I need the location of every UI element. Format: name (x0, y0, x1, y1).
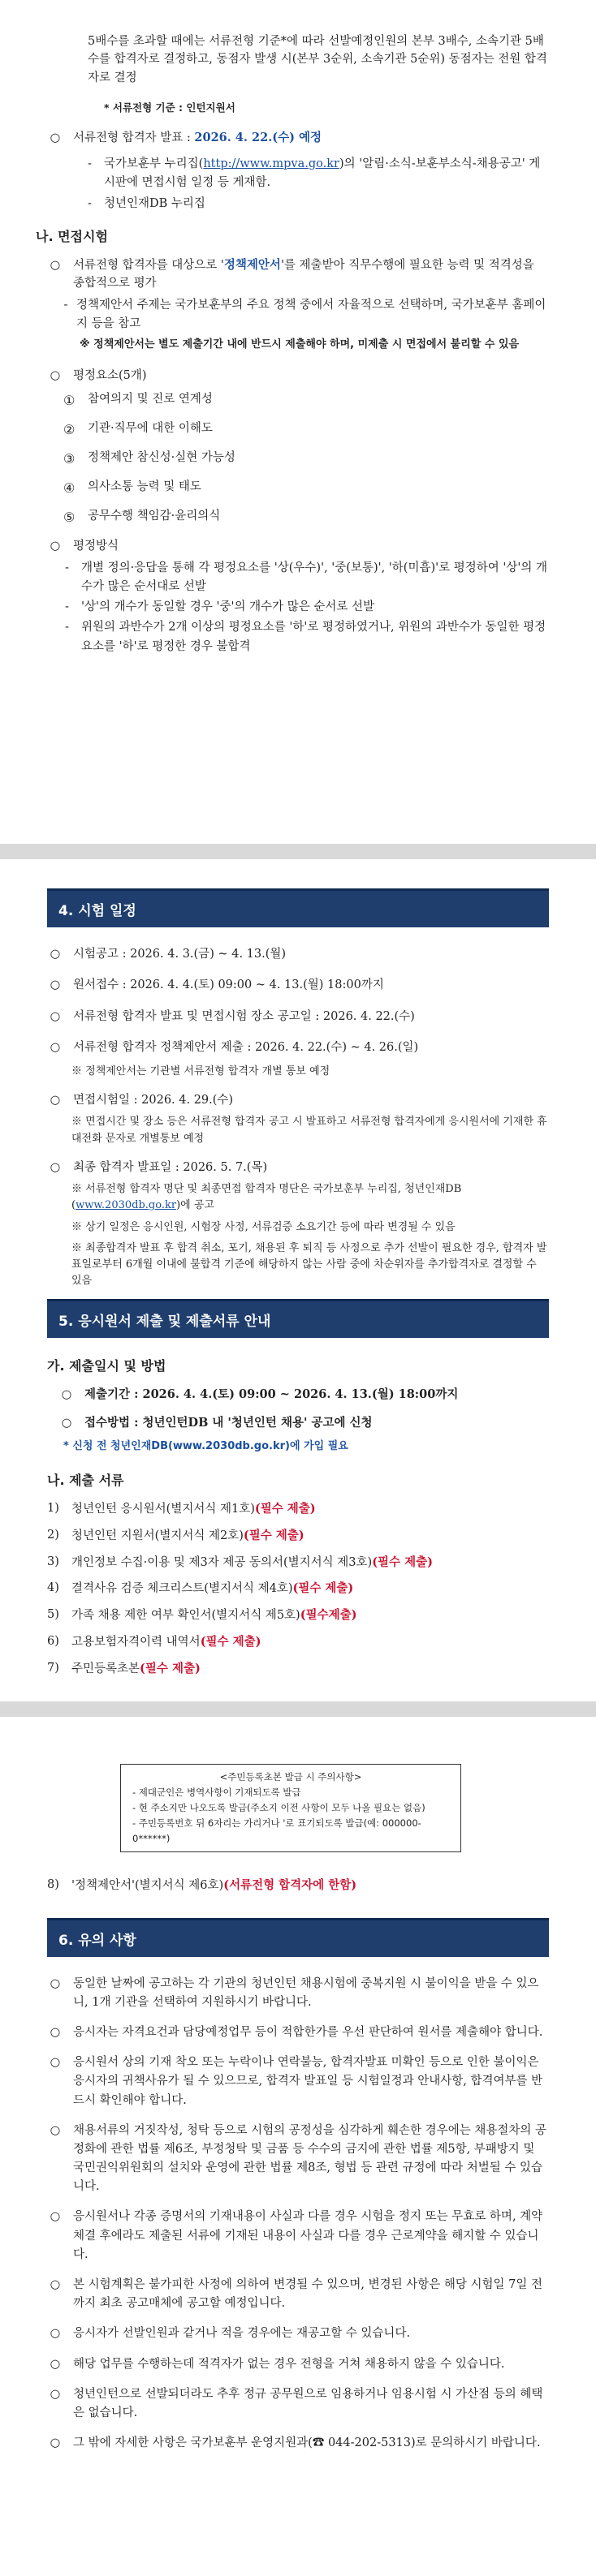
method-detail-1: - 개별 정의·응답을 통해 각 평정요소를 '상(우수)', '중(보통)', '하(미흡)'로 평정하여 '상'의 개수가 많은 순서대로 선발 (65, 561, 547, 594)
db-link[interactable]: www.2030db.go.kr (76, 1199, 177, 1212)
caution-text: 채용서류의 거짓작성, 청탁 등으로 시험의 공정성을 심각하게 훼손한 경우에는 채용절차의 공정화에 관한 법률 제6조, 부정청탁 및 금품 등 수수의 금지에 관한 법률 제5항, 부패방지 및 국민권익위원회의 설치와 운영에 관한 법률 제8조, 형법 등 관련 규정에 따라 처벌될 수 있습니다. (73, 2123, 546, 2194)
schedule-label: 원서접수 : 2026. 4. 4.(토) 09:00 ~ 4. 13.(월) 18:00까지 (73, 978, 384, 992)
caution-item (47, 2023, 549, 2042)
final-note-3: ※ 최종합격자 발표 후 합격 취소, 포기, 채용된 후 퇴직 등 사정으로 추가 선발이 필요한 경우, 합격자 발표일로부터 6개월 이내에 불합격 기준에 해당하지 않는 사람 중에 차순위자를 추가합격자로 결정할 수 있음 (71, 1241, 547, 1287)
page-separator (0, 844, 596, 859)
caution-text: 응시자는 자격요건과 담당예정업무 등이 적합한가를 우선 판단하여 원서를 제출해야 합니다. (73, 2025, 543, 2039)
interview-detail: - 정책제안서 주제는 국가보훈부의 주요 정책 중에서 자율적으로 선택하며, 국가보훈부 홈페이지 등을 참고 (63, 298, 546, 330)
bullet-circle-icon: ○ (50, 131, 61, 144)
element-label: 의사소통 능력 및 태도 (88, 480, 201, 494)
caution-text: 응시자가 선발인원과 같거나 적을 경우에는 재공고할 수 있습니다. (73, 2327, 411, 2341)
caution-item (47, 2053, 549, 2110)
caution-item (47, 2122, 549, 2197)
schedule-item (47, 1039, 549, 1056)
document-number: 3) (47, 1555, 59, 1568)
section-4-heading: 4. 시험 일정 (47, 888, 549, 927)
document-label: 청년인턴 지원서(별지서식 제2호) (71, 1529, 244, 1542)
document-page-2 (0, 859, 596, 1701)
document-label: 고용보험자격이력 내역서 (71, 1635, 201, 1649)
schedule-item (47, 976, 549, 994)
caution-text: 그 밖에 자세한 사항은 국가보훈부 운영지원과(☎ 044-202-5313)로 문의하시기 바랍니다. (73, 2436, 541, 2450)
document-label: 청년인턴 응시원서(별지서식 제1호) (71, 1503, 255, 1516)
bullet-circle-icon: ○ (50, 1009, 61, 1023)
required-badge: (필수 제출) (243, 1528, 304, 1542)
caution-text: 응시원서나 각종 증명서의 기재내용이 사실과 다를 경우 시험을 정지 또는 무효로 하며, 계약체결 후에라도 제출된 서류에 기재된 내용이 사실과 다를 경우 근로계약을 해지할 수 있습니다. (73, 2210, 543, 2261)
schedule-list (47, 945, 549, 1057)
document-page-3 (0, 1717, 596, 2576)
bullet-circle-icon: ○ (50, 2327, 61, 2341)
interview-warning: ※ 정책제안서는 별도 제출기간 내에 반드시 제출해야 하며, 미제출 시 면접에서 불리할 수 있음 (80, 338, 520, 351)
bullet-circle-icon: ○ (50, 2123, 61, 2137)
document-label: 결격사유 검증 체크리스트(별지서식 제4호) (71, 1582, 293, 1596)
announce-detail-1: - 국가보훈부 누리집(http://www.mpva.go.kr)의 '알림·소식-보훈부소식-채용공고' 게시판에 면접시험 일정 등 게재함. (88, 157, 541, 190)
bullet-circle-icon: ○ (50, 258, 61, 272)
circled-number: ① (63, 393, 76, 409)
schedule-item (47, 945, 549, 963)
interview-heading: 나. 면접시험 (36, 228, 108, 244)
elements-item: ○ 평정요소(5개) (47, 367, 549, 385)
final-note-2: ※ 상기 일정은 응시인원, 시험장 사정, 서류검증 소요기간 등에 따라 변경될 수 있음 (71, 1220, 456, 1233)
bullet-circle-icon: ○ (61, 1388, 72, 1402)
signup-note: * 신청 전 청년인재DB(www.2030db.go.kr)에 가입 필요 (63, 1440, 348, 1453)
caution-list (47, 1975, 549, 2453)
announce-detail-2: - 청년인재DB 누리집 (88, 196, 205, 210)
submission-period-item: ○ 제출기간 : 2026. 4. 4.(토) 09:00 ~ 2026. 4. 13.(월) 18:00까지 (47, 1386, 549, 1404)
schedule-label: 서류전형 합격자 발표 및 면접시험 장소 공고일 : 2026. 4. 22.(수) (73, 1009, 415, 1023)
document-number: 5) (47, 1608, 59, 1622)
document-item (47, 1633, 549, 1652)
document-label: 주민등록초본 (71, 1662, 140, 1675)
section-5-heading: 5. 응시원서 제출 및 제출서류 안내 (47, 1299, 549, 1338)
bullet-circle-icon: ○ (50, 2210, 61, 2224)
announce-date: 2026. 4. 22.(수) 예정 (194, 130, 322, 144)
bullet-circle-icon: ○ (50, 2025, 61, 2039)
caution-item (47, 2208, 549, 2264)
caution-text: 본 시험계획은 불가피한 사정에 의하여 변경될 수 있으며, 변경된 사항은 해당 시험일 7일 전까지 최초 공고매체에 공고할 예정입니다. (73, 2278, 543, 2311)
document-item (47, 1606, 549, 1625)
caution-item (47, 2324, 549, 2343)
bullet-circle-icon: ○ (50, 1094, 61, 1107)
element-item (63, 420, 549, 440)
caution-item (47, 2434, 549, 2453)
required-badge: (필수 제출) (200, 1634, 261, 1649)
caution-text: 동일한 날짜에 공고하는 각 기관의 청년인턴 채용시험에 중복지원 시 불이익을 받을 수 있으니, 1개 기관을 선택하여 지원하시기 바랍니다. (73, 1976, 539, 2009)
document-item-8: 8) '정책제안서'(별지서식 제6호)(서류전형 합격자에 한함) (47, 1877, 357, 1892)
bullet-circle-icon: ○ (50, 2278, 61, 2292)
criteria-note: * 서류전형 기준 : 인턴지원서 (104, 101, 235, 114)
bullet-circle-icon: ○ (50, 978, 61, 992)
bullet-circle-icon: ○ (50, 2436, 61, 2450)
document-item (47, 1554, 549, 1572)
required-badge: (필수 제출) (372, 1555, 433, 1569)
bullet-circle-icon: ○ (50, 948, 61, 961)
document-item (47, 1527, 549, 1546)
interview-item: ○ 서류전형 합격자를 대상으로 '정책제안서'를 제출받아 직무수행에 필요한 능력 및 적격성을 종합적으로 평가 - 정책제안서 주제는 국가보훈부의 주요 정책 중에서 자율적으로 선택하며, 국가보훈부 홈페이지 등을 참고 ※ 정책제안서는 별도 제출기간 내에 반드시 제출해야 하며, 미제출 시 면접에서 불리할 수 있음 (47, 256, 549, 354)
footnote-mark: * (280, 35, 287, 48)
caution-item (47, 2276, 549, 2313)
element-label: 참여의지 및 진로 연계성 (88, 393, 213, 406)
circled-number: ③ (63, 451, 76, 467)
policy-proposal-em: 정책제안서 (223, 257, 281, 272)
documents-list (47, 1500, 549, 1678)
elements-list (47, 391, 549, 527)
document-item (47, 1580, 549, 1598)
caution-text: 해당 업무를 수행하는데 적격자가 없는 경우 전형을 거쳐 채용하지 않을 수 있습니다. (73, 2357, 505, 2371)
bullet-circle-icon: ○ (50, 2056, 61, 2070)
schedule-item-final: ○ 최종 합격자 발표일 : 2026. 5. 7.(목) (47, 1159, 549, 1176)
document-number: 7) (47, 1661, 59, 1675)
required-badge: (필수 제출) (254, 1502, 316, 1516)
submission-method-item: ○ 접수방법 : 청년인턴DB 내 '청년인턴 채용' 공고에 신청 (47, 1414, 549, 1432)
documents-heading: 나. 제출 서류 (47, 1473, 124, 1489)
method-detail-2: - '상'의 개수가 동일할 경우 '중'의 개수가 많은 순서로 선발 (65, 600, 374, 614)
notice-line: - 주민등록번호 뒤 6자리는 가리거나 '로 표기되도록 발급(예: 000000-0******) (132, 1817, 421, 1844)
bullet-circle-icon: ○ (50, 1041, 61, 1055)
continued-paragraph: 5배수를 초과할 때에는 서류전형 기준*에 따라 선발예정인원의 본부 3배수, 소속기관 5배수를 합격자로 결정하고, 동점자 발생 시(본부 3순위, 소속기관 5순위) 동점자는 전원 합격자로 결정 (88, 35, 547, 84)
document-number: 6) (47, 1634, 59, 1648)
caution-item (47, 1975, 549, 2012)
page-separator (0, 1701, 596, 1717)
document-number: 1) (47, 1502, 59, 1516)
circled-number: ② (63, 422, 76, 438)
final-note-1: ※ 서류전형 합격자 명단 및 최종면접 합격자 명단은 국가보훈부 누리집, 청년인재DB (www.2030db.go.kr)에 공고 (71, 1183, 462, 1212)
document-number: 2) (47, 1528, 59, 1542)
caution-item (47, 2385, 549, 2423)
resident-record-notice: <주민등록초본 발급 시 주의사항> - 제대군인은 병역사항이 기재되도록 발급 - 현 주소지만 나오도록 발급(주소지 이전 사항이 모두 나올 필요는 없음) - 주민등록번호 뒤 6자리는 가리거나 '로 표기되도록 발급(예: 000000-0******) (120, 1764, 461, 1852)
bullet-circle-icon: ○ (50, 2387, 61, 2401)
element-item (63, 449, 549, 469)
element-label: 공무수행 책임감·윤리의식 (88, 510, 221, 523)
bullet-circle-icon: ○ (50, 2357, 61, 2371)
bullet-circle-icon: ○ (50, 540, 61, 553)
section-6-heading: 6. 유의 사항 (47, 1918, 549, 1957)
element-item (63, 508, 549, 527)
document-item (47, 1500, 549, 1519)
bullet-circle-icon: ○ (50, 368, 61, 382)
element-label: 정책제안 참신성·실현 가능성 (88, 451, 235, 465)
interview-note: ※ 면접시간 및 장소 등은 서류전형 합격자 공고 시 발표하고 서류전형 합격자에게 응시원서에 기재한 휴대전화 문자로 개별통보 예정 (71, 1116, 547, 1145)
schedule-item-interview: ○ 면접시험일 : 2026. 4. 29.(수) (47, 1091, 549, 1109)
document-label: 개인정보 수집·이용 및 제3자 제공 동의서(별지서식 제3호) (71, 1555, 373, 1569)
schedule-item (47, 1008, 549, 1026)
schedule-label: 시험공고 : 2026. 4. 3.(금) ~ 4. 13.(월) (73, 948, 287, 961)
document-label: 가족 채용 제한 여부 확인서(별지서식 제5호) (71, 1609, 300, 1623)
bullet-circle-icon: ○ (61, 1416, 72, 1430)
submission-period-heading: 가. 제출일시 및 방법 (47, 1358, 166, 1374)
method-detail-3: - 위원의 과반수가 2개 이상의 평정요소를 '하'로 평정하였거나, 위원의 과반수가 동일한 평정요소를 '하'로 평정한 경우 불합격 (65, 621, 546, 653)
required-badge: (필수제출) (300, 1608, 357, 1623)
circled-number: ⑤ (63, 510, 76, 526)
element-label: 기관·직무에 대한 이해도 (88, 422, 213, 436)
element-item (63, 479, 549, 498)
bullet-circle-icon: ○ (50, 1160, 61, 1174)
schedule-note: ※ 정책제안서는 기관별 서류전형 합격자 개별 통보 예정 (71, 1064, 330, 1077)
notice-line: - 현 주소지만 나오도록 발급(주소지 이전 사항이 모두 나올 필요는 없음) (132, 1801, 425, 1813)
mpva-link[interactable]: http://www.mpva.go.kr (203, 157, 339, 171)
required-badge: (필수 제출) (292, 1581, 354, 1596)
circled-number: ④ (63, 480, 76, 497)
method-item: ○ 평정방식 (47, 537, 549, 555)
caution-text: 응시원서 상의 기재 착오 또는 누락이나 연락불능, 합격자발표 미확인 등으로 인한 불이익은 응시자의 귀책사유가 될 수 있으므로, 합격자 발표일 등 시험일정과 안내사항, 합격여부를 반드시 확인해야 합니다. (73, 2056, 543, 2107)
caution-text: 청년인턴으로 선발되더라도 추후 정규 공무원으로 임용하거나 임용시험 시 가산점 등의 혜택은 없습니다. (73, 2387, 543, 2419)
document-item (47, 1660, 549, 1679)
required-badge: (필수 제출) (140, 1661, 201, 1675)
document-number: 4) (47, 1581, 59, 1595)
announce-item: ○ 서류전형 합격자 발표 : 2026. 4. 22.(수) 예정 (47, 129, 549, 147)
notice-line: - 제대군인은 병역사항이 기재되도록 발급 (132, 1786, 301, 1798)
element-item (63, 391, 549, 411)
caution-item (47, 2355, 549, 2374)
document-page-1 (0, 0, 596, 844)
bullet-circle-icon: ○ (50, 1976, 61, 1990)
schedule-label: 서류전형 합격자 정책제안서 제출 : 2026. 4. 22.(수) ~ 4. 26.(일) (73, 1041, 419, 1055)
